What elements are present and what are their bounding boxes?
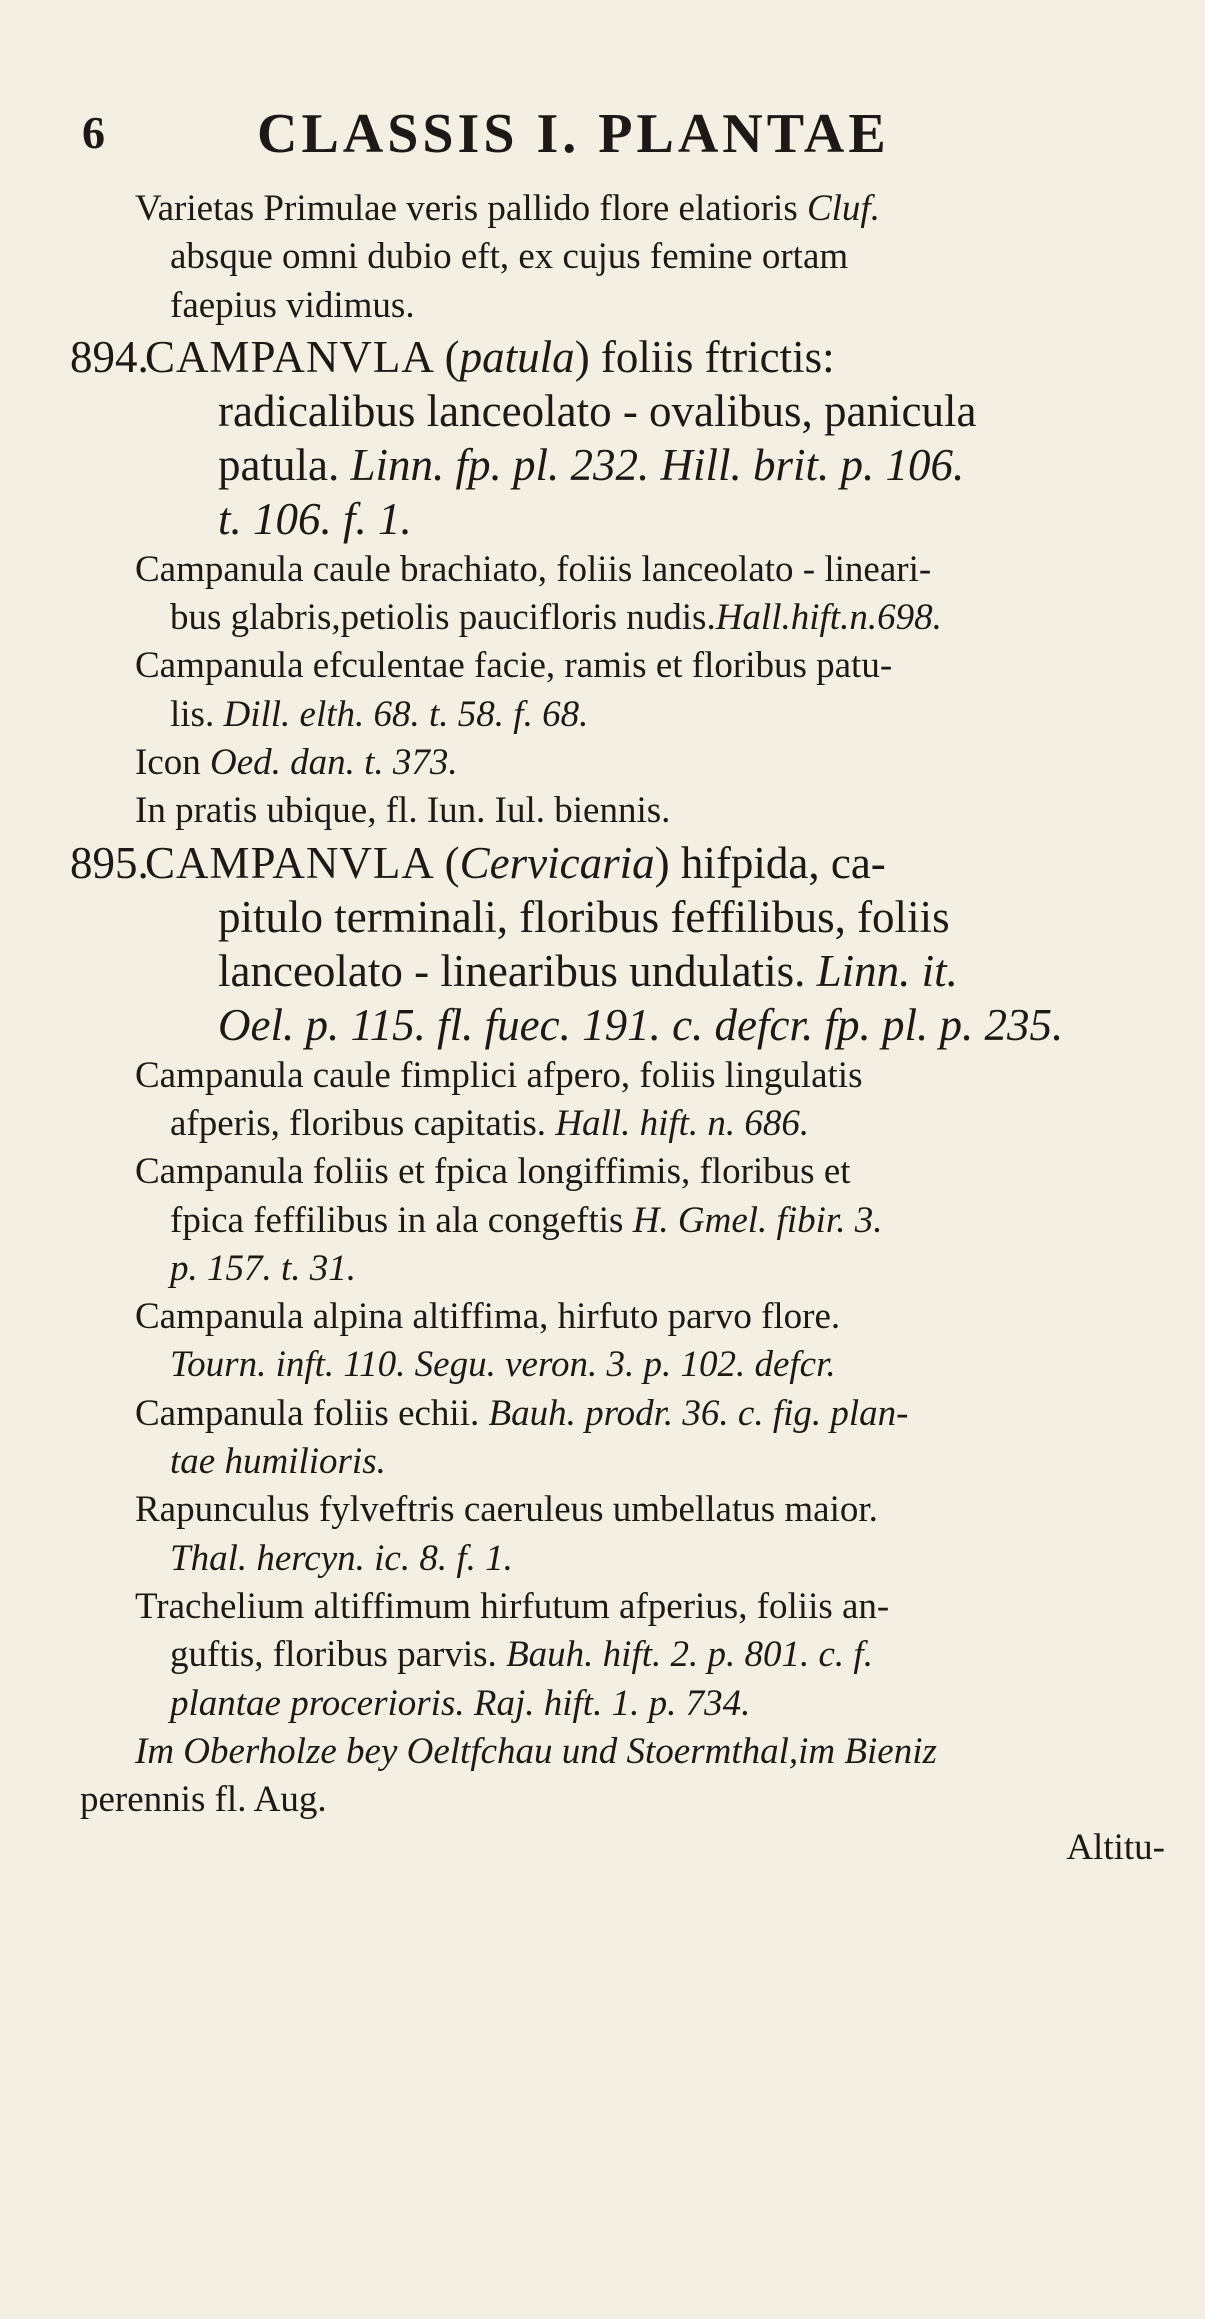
citation-italic: Hall. hift. n. 686. <box>555 1102 810 1144</box>
text-run: fpica feffilibus in ala congeftis <box>170 1199 633 1241</box>
text-run: ( <box>444 331 460 382</box>
text-line <box>70 787 1165 835</box>
citation-italic: Tourn. inft. 110. Segu. veron. 3. p. 102. defcr. <box>170 1344 836 1386</box>
text-run: ) foliis ftrictis: <box>574 331 835 382</box>
text-line <box>70 1583 1165 1631</box>
citation-italic: Thal. hercyn. ic. 8. f. 1. <box>170 1537 513 1579</box>
text-line <box>70 1728 1165 1776</box>
citation-italic: plantae procerioris. Raj. hift. 1. p. 734. <box>170 1682 751 1724</box>
text-line <box>70 492 1165 546</box>
citation-italic: Oed. dan. t. 373. <box>210 742 458 784</box>
text-line <box>70 438 1165 492</box>
text-line <box>70 1197 1165 1245</box>
text-line <box>70 642 1165 690</box>
text-run: Campanula foliis et fpica longiffimis, floribus et <box>135 1151 851 1193</box>
text-line <box>70 546 1165 594</box>
text-line <box>70 1100 1165 1148</box>
citation-italic: Im Oberholze bey Oeltfchau und Stoermthal,im Bieniz <box>135 1730 937 1772</box>
text-line <box>70 233 1165 281</box>
text-run: absque omni dubio eft, ex cujus femine ortam <box>170 236 849 278</box>
text-line <box>70 1680 1165 1728</box>
text-run: Icon <box>135 742 210 784</box>
text-run: Trachelium altiffimum hirfutum afperius, foliis an- <box>135 1585 890 1627</box>
citation-italic: t. 106. f. 1. <box>218 493 412 544</box>
text-line <box>70 594 1165 642</box>
text-run: In pratis ubique, fl. Iun. Iul. biennis. <box>135 790 671 832</box>
citation-italic: p. 157. t. 31. <box>170 1247 357 1289</box>
text-run: Campanula alpina altiffima, hirfuto parvo flore. <box>135 1296 841 1338</box>
text-run: Campanula caule brachiato, foliis lanceolato - lineari- <box>135 548 932 590</box>
genus-name: CAMPANVLA <box>145 331 445 382</box>
running-head: CLASSIS I. PLANTAE <box>257 103 890 165</box>
text-run: perennis fl. Aug. <box>80 1779 327 1821</box>
citation-italic: Bauh. prodr. 36. c. fig. plan- <box>488 1392 909 1434</box>
text-line <box>70 691 1165 739</box>
text-run: Varietas Primulae veris pallido flore elatioris <box>135 188 807 229</box>
text-run: patula. <box>218 439 351 490</box>
text-run: lanceolato - linearibus undulatis. <box>218 945 817 996</box>
text-line <box>70 1535 1165 1583</box>
text-run: radicalibus lanceolato - ovalibus, panicula <box>218 385 977 436</box>
text-run: bus glabris,petiolis paucifloris nudis. <box>170 597 716 639</box>
text-run: Campanula caule fimplici afpero, foliis lingulatis <box>135 1054 863 1096</box>
citation-italic: Linn. it. <box>816 945 958 996</box>
text-run: Campanula foliis echii. <box>135 1392 489 1434</box>
text-line <box>70 1390 1165 1438</box>
citation-italic: H. Gmel. fibir. 3. <box>632 1199 883 1241</box>
text-run: ) hifpida, ca- <box>654 837 886 888</box>
citation-italic: Hall.hift.n.698. <box>715 597 942 639</box>
species-heading-line <box>70 330 1165 384</box>
text-run: afperis, floribus capitatis. <box>170 1102 556 1144</box>
citation-italic: Bauh. hift. 2. p. 801. c. f. <box>506 1634 873 1676</box>
text-line <box>70 1824 1165 1872</box>
text-line <box>70 1486 1165 1534</box>
text-line <box>70 739 1165 787</box>
text-run: pitulo terminali, floribus feffilibus, foliis <box>218 891 950 942</box>
text-line <box>70 1245 1165 1293</box>
text-line <box>70 1148 1165 1196</box>
citation-italic: Dill. elth. 68. t. 58. f. 68. <box>223 693 589 735</box>
text-line <box>70 998 1165 1052</box>
text-run: ( <box>444 837 460 888</box>
text-line <box>70 1293 1165 1341</box>
citation-italic: patula <box>459 331 575 382</box>
citation-italic: tae humilioris. <box>170 1441 386 1483</box>
text-run: Campanula efculentae facie, ramis et floribus patu- <box>135 645 893 687</box>
text-run: Rapunculus fylveftris caeruleus umbellatus maior. <box>135 1489 878 1531</box>
text-run: guftis, floribus parvis. <box>170 1634 507 1676</box>
text-line <box>70 944 1165 998</box>
citation-italic: Linn. fp. pl. 232. Hill. brit. p. 106. <box>350 439 965 490</box>
page-number: 6 <box>82 107 105 158</box>
species-heading-line <box>70 836 1165 890</box>
genus-name: CAMPANVLA <box>145 837 445 888</box>
text-run: Altitu- <box>1066 1827 1165 1869</box>
text-line <box>70 282 1165 330</box>
citation-italic: Oel. p. 115. fl. fuec. 191. c. defcr. fp. pl. p. 235. <box>218 999 1064 1050</box>
citation-italic: Cluf. <box>806 188 880 229</box>
species-number: 894. <box>70 331 149 382</box>
text-line <box>70 1631 1165 1679</box>
text-line <box>70 1052 1165 1100</box>
body-text <box>70 185 1165 1873</box>
text-line <box>70 1341 1165 1389</box>
page-header <box>82 102 1122 165</box>
text-run: lis. <box>170 693 224 735</box>
text-line <box>70 1438 1165 1486</box>
citation-italic: Cervicaria <box>459 837 655 888</box>
text-line <box>70 185 1165 233</box>
text-line <box>70 1776 1165 1824</box>
text-line <box>70 890 1165 944</box>
text-run: faepius vidimus. <box>170 284 415 326</box>
species-number: 895. <box>70 837 149 888</box>
text-line <box>70 384 1165 438</box>
